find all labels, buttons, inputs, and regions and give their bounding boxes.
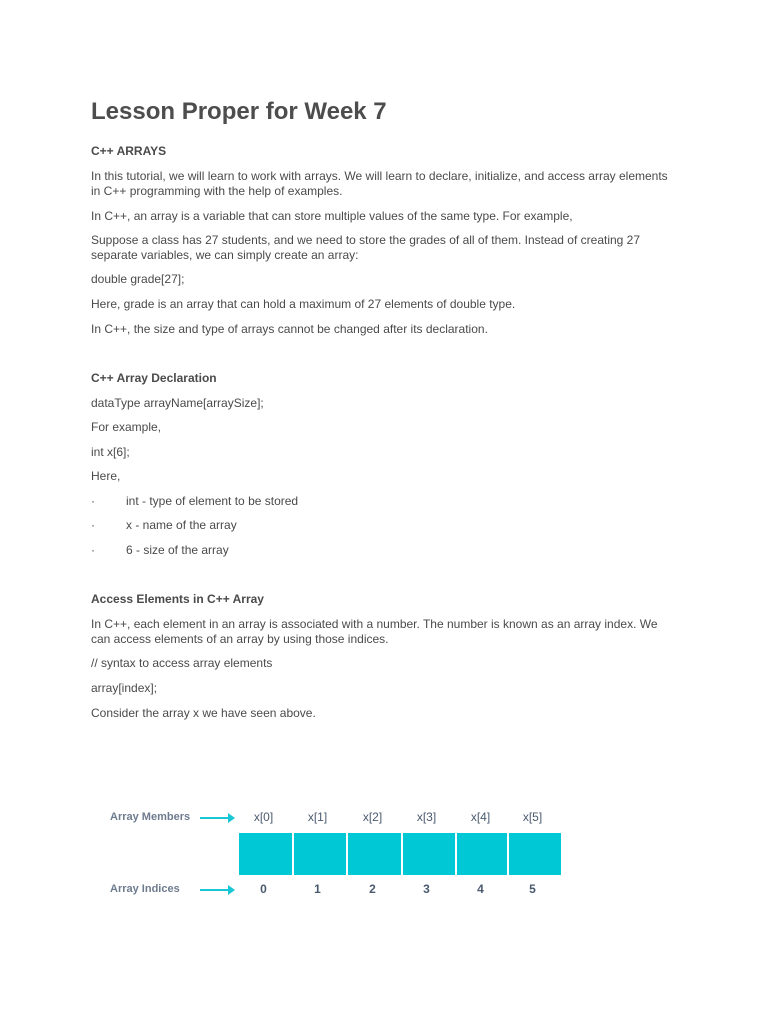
code-line: array[index]; xyxy=(91,681,158,695)
array-cell xyxy=(509,833,561,875)
array-cell xyxy=(457,833,509,875)
bullet-marker: · xyxy=(91,518,95,532)
code-line: double grade[27]; xyxy=(91,272,185,286)
array-member-label: x[2] xyxy=(362,810,383,824)
section-heading-access-elements: Access Elements in C++ Array xyxy=(91,592,264,606)
paragraph: In C++, each element in an array is associated with a number. The number is known as an array index. We can access elements of an array by using those indices. xyxy=(91,617,658,646)
paragraph: In this tutorial, we will learn to work with arrays. We will learn to declare, initialize, and access array elements in C++ programming with the help of examples. xyxy=(91,169,668,198)
paragraph: For example, xyxy=(91,420,162,434)
page-title: Lesson Proper for Week 7 xyxy=(91,98,387,125)
array-member-label: x[3] xyxy=(416,810,437,824)
array-member-label: x[0] xyxy=(253,810,274,824)
code-line: int x[6]; xyxy=(91,445,130,459)
array-index-label: 4 xyxy=(477,882,484,896)
code-line: dataType arrayName[arraySize]; xyxy=(91,396,264,410)
array-members-label: Array Members xyxy=(110,811,191,823)
array-member-label: x[4] xyxy=(470,810,491,824)
array-index-label: 2 xyxy=(369,882,376,896)
paragraph: Here, grade is an array that can hold a maximum of 27 elements of double type. xyxy=(91,297,516,311)
paragraph: Here, xyxy=(91,469,121,483)
array-index-label: 5 xyxy=(529,882,536,896)
paragraph: Suppose a class has 27 students, and we need to store the grades of all of them. Instead of creating 27 separate variables, we can simply create an array: xyxy=(91,233,641,262)
bullet-marker: · xyxy=(91,543,95,557)
paragraph: In C++, an array is a variable that can store multiple values of the same type. For example, xyxy=(91,209,573,223)
arrow-right-icon xyxy=(200,817,233,819)
list-item-text: int - type of element to be stored xyxy=(126,494,299,508)
bullet-marker: · xyxy=(91,494,95,508)
array-member-label: x[5] xyxy=(522,810,543,824)
section-heading-array-declaration: C++ Array Declaration xyxy=(91,371,217,385)
array-cell xyxy=(294,833,348,875)
array-member-label: x[1] xyxy=(307,810,328,824)
array-cell xyxy=(348,833,403,875)
array-indices-label: Array Indices xyxy=(110,883,180,895)
array-index-label: 1 xyxy=(314,882,321,896)
array-index-label: 3 xyxy=(423,882,430,896)
list-item-text: x - name of the array xyxy=(126,518,237,532)
array-cell xyxy=(403,833,457,875)
code-comment: // syntax to access array elements xyxy=(91,656,273,670)
section-heading-cpp-arrays: C++ ARRAYS xyxy=(91,144,167,158)
arrow-right-icon xyxy=(200,889,233,891)
array-index-label: 0 xyxy=(260,882,267,896)
list-item-text: 6 - size of the array xyxy=(126,543,229,557)
paragraph: In C++, the size and type of arrays cannot be changed after its declaration. xyxy=(91,322,488,336)
paragraph: Consider the array x we have seen above. xyxy=(91,706,316,720)
array-cell xyxy=(239,833,294,875)
